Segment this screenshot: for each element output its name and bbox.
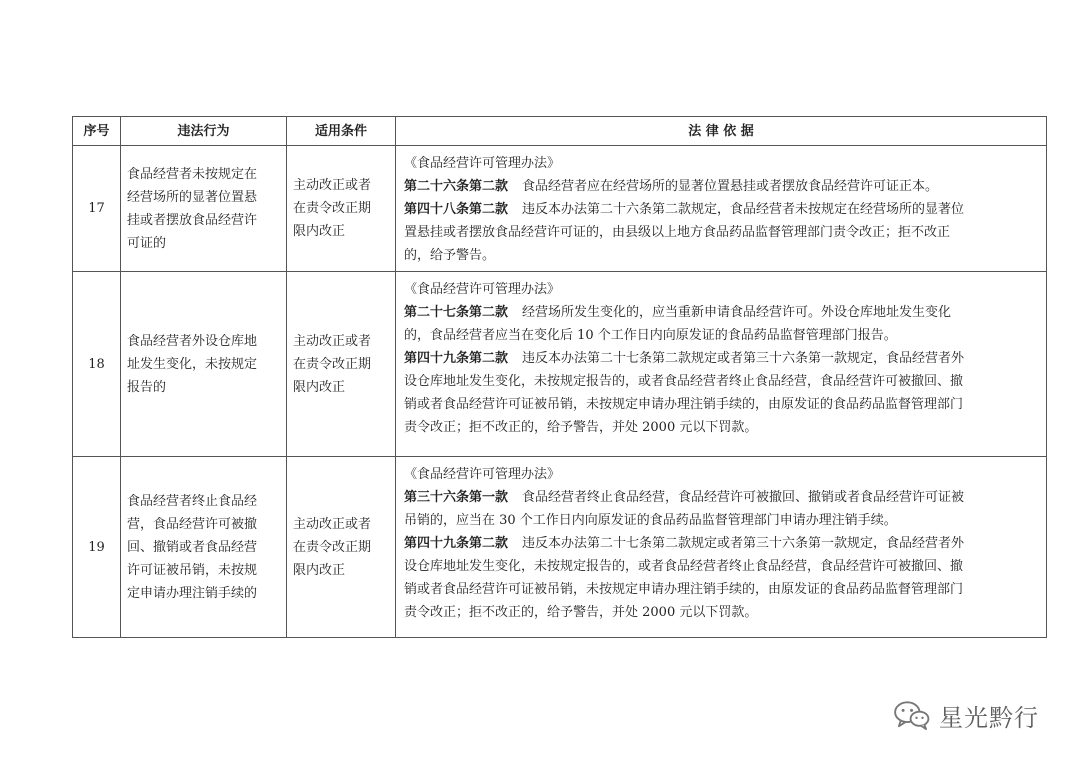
basis-text: 《食品经营许可管理办法》 [404,156,561,171]
basis-line [404,578,1038,601]
basis-text: 《食品经营许可管理办法》 [404,467,561,482]
basis-text: 违反本办法第二十七条第二款规定或者第三十六条第一款规定，食品经营者外 [522,536,965,551]
act-line: 经营场所的显著位置悬 [127,189,258,205]
row-cond [287,457,396,638]
row-act [121,272,287,457]
basis-text: 经营场所发生变化的，应当重新申请食品经营许可。外设仓库地址发生变化 [522,305,952,320]
act-line: 食品经营者未按规定在 [127,166,258,182]
basis-clause: 第四十九条第二款 [404,536,509,551]
act-line: 可证的 [127,235,167,251]
act-line: 挂或者摆放食品经营许 [127,212,258,228]
wechat-icon [893,700,931,730]
basis-text: 《食品经营许可管理办法》 [404,282,561,297]
basis-line [404,347,1038,370]
law-table [72,116,1047,638]
header-basis: 法 律 依 据 [396,117,1047,146]
basis-line [404,175,1038,198]
header-act: 违法行为 [121,117,287,146]
row-basis [396,146,1047,272]
row-no: 18 [73,272,121,457]
table-header-row [73,117,1047,146]
basis-line [404,221,1038,244]
basis-line [404,463,1038,486]
basis-line [404,393,1038,416]
row-basis [396,457,1047,638]
basis-text: 责令改正；拒不改正的，给予警告，并处 2000 元以下罚款。 [404,605,758,620]
basis-clause: 第三十六条第一款 [404,490,509,505]
basis-clause: 第二十七条第二款 [404,305,509,320]
basis-text: 销或者食品经营许可证被吊销，未按规定申请办理注销手续的，由原发证的食品药品监督管理部门 [404,582,964,597]
basis-line [404,301,1038,324]
basis-line [404,198,1038,221]
basis-line [404,555,1038,578]
row-act [121,457,287,638]
basis-text: 设仓库地址发生变化，未按规定报告的，或者食品经营者终止食品经营，食品经营许可被撤回、撤 [404,559,964,574]
basis-line [404,601,1038,624]
act-line: 报告的 [127,379,167,395]
basis-text: 责令改正；拒不改正的，给予警告，并处 2000 元以下罚款。 [404,420,758,435]
basis-line [404,416,1038,439]
header-no: 序号 [73,117,121,146]
basis-line [404,278,1038,301]
basis-line [404,324,1038,347]
basis-clause: 第二十六条第二款 [404,179,509,194]
table-row [73,457,1047,638]
row-no: 19 [73,457,121,638]
table-row [73,272,1047,457]
cond-line: 限内改正 [293,379,346,395]
cond-line: 主动改正或者 [293,333,372,349]
cond-line: 主动改正或者 [293,178,372,193]
basis-text: 违反本办法第二十七条第二款规定或者第三十六条第一款规定，食品经营者外 [522,351,965,366]
act-line: 食品经营者终止食品经 [127,493,258,509]
row-cond [287,146,396,272]
basis-line [404,244,1038,267]
table-row [73,146,1047,272]
basis-line [404,509,1038,532]
basis-text: 销或者食品经营许可证被吊销，未按规定申请办理注销手续的，由原发证的食品药品监督管理部门 [404,397,964,412]
act-line: 定申请办理注销手续的 [127,585,258,601]
basis-line [404,486,1038,509]
act-line: 许可证被吊销，未按规 [127,562,258,578]
watermark [893,698,1039,732]
basis-text: 的，食品经营者应当在变化后 10 个工作日内向原发证的食品药品监督管理部门报告。 [404,328,897,343]
row-no: 17 [73,146,121,272]
cond-line: 在责令改正期 [293,201,372,216]
act-line: 食品经营者外设仓库地 [127,333,258,349]
act-line: 址发生变化，未按规定 [127,356,258,372]
cond-line: 主动改正或者 [293,516,372,532]
basis-text: 吊销的，应当在 30 个工作日内向原发证的食品药品监督管理部门申请办理注销手续。 [404,513,897,528]
cond-line: 限内改正 [293,224,346,239]
basis-text: 食品经营者终止食品经营，食品经营许可被撤回、撤销或者食品经营许可证被 [522,490,965,505]
basis-line [404,370,1038,393]
act-line: 营，食品经营许可被撤 [127,516,258,532]
basis-text: 的，给予警告。 [404,248,496,263]
basis-line [404,532,1038,555]
basis-clause: 第四十九条第二款 [404,351,509,366]
act-line: 回、撤销或者食品经营 [127,539,258,555]
header-cond: 适用条件 [287,117,396,146]
basis-text: 违反本办法第二十六条第二款规定，食品经营者未按规定在经营场所的显著位 [522,202,965,217]
basis-line [404,152,1038,175]
basis-text: 食品经营者应在经营场所的显著位置悬挂或者摆放食品经营许可证正本。 [522,179,939,194]
row-act [121,146,287,272]
cond-line: 限内改正 [293,562,346,578]
basis-clause: 第四十八条第二款 [404,202,509,217]
cond-line: 在责令改正期 [293,539,372,555]
row-basis [396,272,1047,457]
watermark-text: 星光黔行 [939,703,1039,732]
cond-line: 在责令改正期 [293,356,372,372]
basis-text: 设仓库地址发生变化，未按规定报告的，或者食品经营者终止食品经营，食品经营许可被撤回、撤 [404,374,964,389]
row-cond [287,272,396,457]
basis-text: 置悬挂或者摆放食品经营许可证的，由县级以上地方食品药品监督管理部门责令改正；拒不改正 [404,225,951,240]
